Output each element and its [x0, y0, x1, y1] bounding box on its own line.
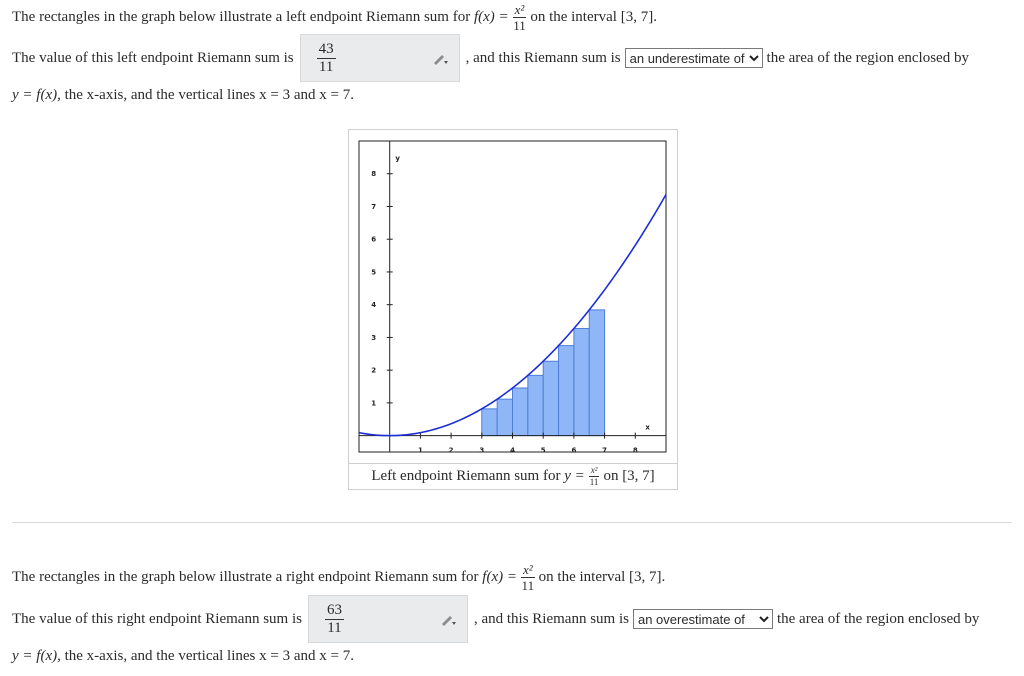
caption-suffix: on [3, 7]: [603, 467, 655, 484]
p1-intro-line: [12, 2, 657, 32]
p2-estimate-select[interactable]: [633, 609, 773, 629]
p2-select-value: an overestimate of: [637, 611, 745, 627]
p2-interval-text: on the interval [3, 7].: [538, 568, 666, 585]
x-tick-label: 1: [417, 446, 423, 455]
riemann-bar: [543, 361, 558, 435]
x-tick-label: 4: [510, 446, 515, 455]
p2-answer-fraction: [325, 603, 344, 636]
y-tick-label: 1: [371, 399, 377, 408]
riemann-bar: [482, 409, 497, 436]
chevron-down-icon: [748, 52, 760, 64]
pencil-icon[interactable]: [441, 614, 457, 626]
y-tick-label: 3: [371, 333, 377, 342]
p2-func-fraction: [521, 563, 535, 592]
section-divider: [12, 522, 1012, 523]
p2-value-prefix: The value of this right endpoint Riemann sum is: [12, 610, 302, 627]
x-tick-label: 6: [571, 446, 577, 455]
p2-intro-line: [12, 562, 665, 592]
p1-func-label: f(x) =: [473, 8, 509, 25]
p1-line3-func: y = f(x),: [12, 86, 61, 103]
chevron-down-icon: [758, 613, 770, 625]
p2-line3: [12, 645, 354, 667]
riemann-graph-panel: [348, 129, 678, 490]
pencil-icon[interactable]: [433, 53, 449, 65]
riemann-bar: [574, 328, 589, 435]
y-tick-label: 8: [371, 170, 377, 179]
x-tick-label: 5: [540, 446, 546, 455]
p1-func-num: x²: [514, 1, 525, 17]
riemann-bar: [513, 388, 528, 436]
caption-num: x²: [590, 464, 598, 475]
p1-select-value: an underestimate of: [629, 50, 745, 66]
graph-caption: [349, 463, 677, 488]
p1-func-fraction: [513, 3, 527, 32]
p1-middle-text: , and this Riemann sum is: [465, 49, 621, 66]
p1-value-line: [12, 33, 969, 83]
x-tick-label: 3: [479, 446, 485, 455]
p2-middle-text: , and this Riemann sum is: [473, 610, 629, 627]
p2-value-line: [12, 594, 979, 644]
caption-fraction: [589, 466, 600, 487]
p1-estimate-select[interactable]: [625, 48, 763, 68]
x-axis-label: x: [645, 423, 650, 432]
y-tick-label: 5: [371, 268, 377, 277]
p2-answer-den: 11: [327, 619, 342, 636]
y-tick-label: 7: [371, 202, 377, 211]
riemann-bar: [589, 310, 604, 436]
p2-func-den: 11: [521, 577, 535, 593]
y-tick-label: 6: [371, 235, 377, 244]
p1-intro-text: The rectangles in the graph below illustrate a left endpoint Riemann sum for: [12, 8, 471, 25]
p1-answer-input[interactable]: [300, 34, 460, 82]
p2-line3-func: y = f(x),: [12, 647, 61, 664]
p2-line3-text: the x-axis, and the vertical lines x = 3 and x = 7.: [64, 647, 354, 664]
y-axis-label: y: [395, 154, 400, 163]
p2-answer-input[interactable]: [308, 595, 468, 643]
x-tick-label: 2: [448, 446, 454, 455]
p1-func-den: 11: [513, 17, 526, 33]
caption-prefix: Left endpoint Riemann sum for: [371, 467, 561, 484]
p1-answer-num: 43: [318, 40, 334, 57]
p2-intro-text: The rectangles in the graph below illustrate a right endpoint Riemann sum for: [12, 568, 479, 585]
p2-answer-num: 63: [326, 601, 342, 618]
riemann-bar: [559, 346, 574, 436]
p1-answer-den: 11: [318, 58, 334, 75]
riemann-bar: [528, 375, 543, 435]
p1-line3: [12, 84, 354, 106]
p2-func-label: f(x) =: [482, 568, 517, 585]
x-tick-label: 7: [602, 446, 608, 455]
riemann-bar: [497, 399, 512, 435]
y-tick-label: 4: [371, 301, 377, 310]
p1-line3-text: the x-axis, and the vertical lines x = 3 and x = 7.: [64, 86, 354, 103]
y-tick-label: 2: [371, 366, 377, 375]
p1-value-prefix: The value of this left endpoint Riemann sum is: [12, 49, 294, 66]
caption-func: y =: [564, 467, 585, 484]
x-tick-label: 8: [632, 446, 638, 455]
p1-answer-fraction: [317, 42, 336, 75]
p1-tail-text: the area of the region enclosed by: [766, 49, 969, 66]
caption-den: 11: [589, 476, 599, 487]
p2-tail-text: the area of the region enclosed by: [776, 610, 980, 627]
riemann-chart: [349, 130, 677, 464]
p1-interval-text: on the interval [3, 7].: [530, 8, 657, 25]
p2-func-num: x²: [522, 561, 533, 577]
